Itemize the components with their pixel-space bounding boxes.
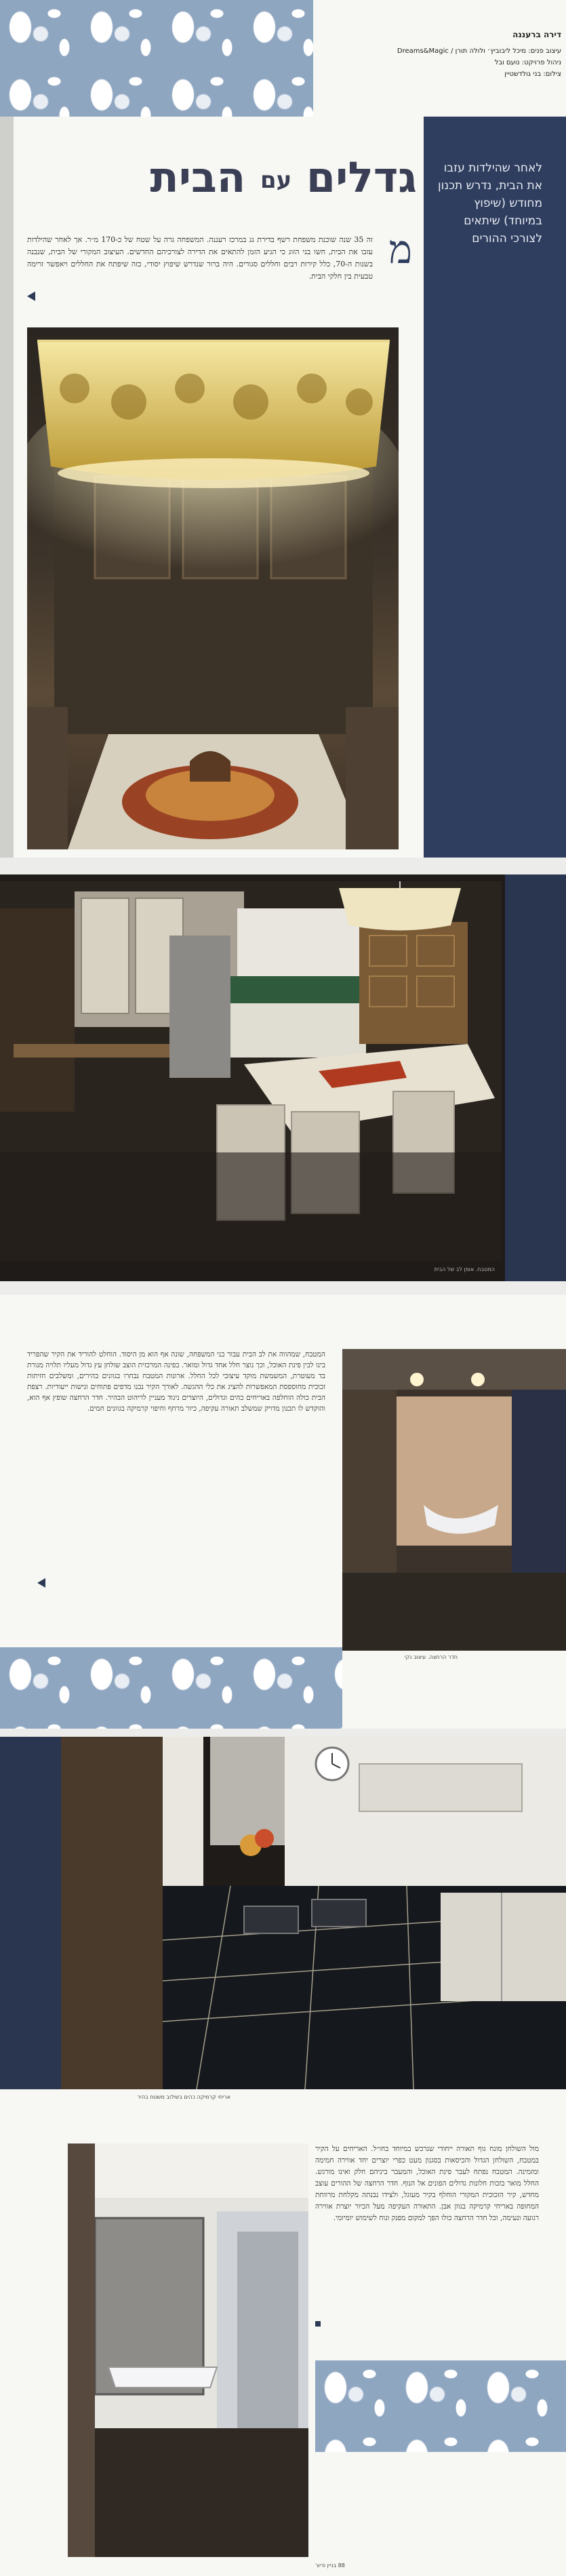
photo-kitchen-counter: [61, 1737, 566, 2089]
continue-arrow-icon-2: [37, 1578, 45, 1588]
photo-dining-lamp: [27, 327, 399, 849]
credits-box: [319, 27, 561, 108]
article-title: [20, 150, 417, 207]
drop-cap: מ: [388, 226, 412, 273]
caption-bathroom: חדר הרחצה. עיצוב נקי: [404, 1654, 458, 1660]
counter-scene: [61, 1737, 566, 2089]
title-small-word: עם: [260, 166, 292, 194]
article-intro: זה 35 שנה שוכנת משפחת רשף בדירת גג במרכז רעננה. המשפחה גרה על שטח של כ-170 מ״ר. אך לאחר שהילדות עזבו את הבית, חשו בני הזוג כי הגיע הזמן להתאים את הדירה לצורכיהם החדשים. העיצוב המקורי של הבית, שנבנה בשנות ה-70, כלל קירות רבים וחללים סגורים. היה ברור שנדרש שיפוץ יסודי, כזה שיפתח את החללים ויאפשר זרימה טבעית בין חלקי הבית.: [27, 235, 373, 281]
damask-band-bottom: [0, 1647, 342, 1729]
photo-vanity: [68, 2144, 308, 2557]
kitchen-scene: [0, 881, 502, 1261]
section-label: דירה ברעננה: [512, 30, 561, 39]
magazine-page-3: [0, 1295, 566, 1729]
continue-arrow-icon: [27, 291, 35, 301]
article-body-2: מול השולחן מונח גוף תאורה ייחודי שנרכש במיוחד בחו״ל. האריחים על הקיר במטבח, השולחן הגדול והכיסאות בסגנון מעט כפרי יוצרים יחד אווירה חמימה ומזמינה. המטבח נפתח לעבר פינת האוכל, והמעבר ביניהם חלק ואינו מורגש. החלל מואר בזכות חלונות גדולים הפונים אל הנוף. חדר הרחצה של ההורים עוצב מחדש, קיר הזכוכית המקורי הוחלף בקיר מעוגל, ולצידו נבנתה מקלחת מרווחת המחופה באריחי קרמיקה בגוון אבן. התאורה העקיפה מעל הכיור יוצרת אווירה רגועה ונעימה, וכל חדר הרחצה כולו הפך למקום מפנק ונוח לשימוש יומיומי.: [315, 2145, 539, 2222]
vanity-scene: [68, 2144, 308, 2557]
credit-photo: צילום: בני גולדשטיין: [504, 71, 561, 78]
end-square-icon: [315, 2321, 321, 2327]
damask-header-band: [0, 0, 313, 117]
photo-kitchen-wide: [0, 881, 502, 1261]
caption-counter: אריחי קרמיקה כהים בשילוב משטח בהיר: [137, 2094, 230, 2100]
photo-bathroom: [342, 1349, 566, 1651]
bathroom-scene: [342, 1349, 566, 1651]
article-body-1: המטבח, שמהווה את לב הבית עבור בני המשפחה, שונה אף הוא מן היסוד. הוחלט להוריד את הקיר שהפריד בינו לבין פינת האוכל, וכך נוצר חלל אחד גדול ומואר. בפינה המרכזית הוצב שולחן עץ גדול מעליו תלויה מנורת בד מעוטרת, המשמשת מוקד עיצובי לכל החלל. ארונות המטבח נבחרו בגוונים בהירים, ומשלבים חזיתות זכוכית מחוספסת המאפשרות להציג את כלי ההגשה. לאורך הקיר נבנו מדפים פתוחים ונישות ייעודיות. רצפת הבית כולה הוחלפה באריחים כהים וגדולים, היוצרים ניגוד מעניין לריהוט הבהיר. חדר הרחצה שופץ אף הוא, והוקדש לו תכנון מדויק שמשלב תאורה עקיפה, כיור מרחף וחיפוי קרמיקה בגוונים חמים.: [27, 1350, 325, 1413]
navy-strip-right: [505, 874, 566, 1281]
magazine-page-2: [0, 874, 566, 1281]
credit-design: עיצוב פנים: מיכל ליבוביץ׳ ולולה תורן / Dreams&Magic: [397, 47, 561, 55]
article-title-text: גדלים עם הבית: [150, 153, 417, 202]
dining-scene: [27, 327, 399, 849]
credit-project: ניהול פרויקט: נועם ובל: [494, 59, 561, 66]
caption-kitchen: המטבח. אופן לב של הבית: [434, 1266, 495, 1272]
magazine-page-4: [0, 1737, 566, 2576]
article-subtitle: לאחר שהילדות עזבו את הבית, נדרש תכנון מחודש (שיפוץ במיוחד) שיתאים לצורכי ההורים: [437, 161, 542, 245]
magazine-page-1: [0, 0, 566, 858]
page-number: 88 בניין ודיור: [315, 2562, 345, 2569]
damask-band-corner: [315, 2360, 566, 2452]
page-edge: [0, 117, 14, 858]
navy-corner: [0, 1737, 61, 2089]
